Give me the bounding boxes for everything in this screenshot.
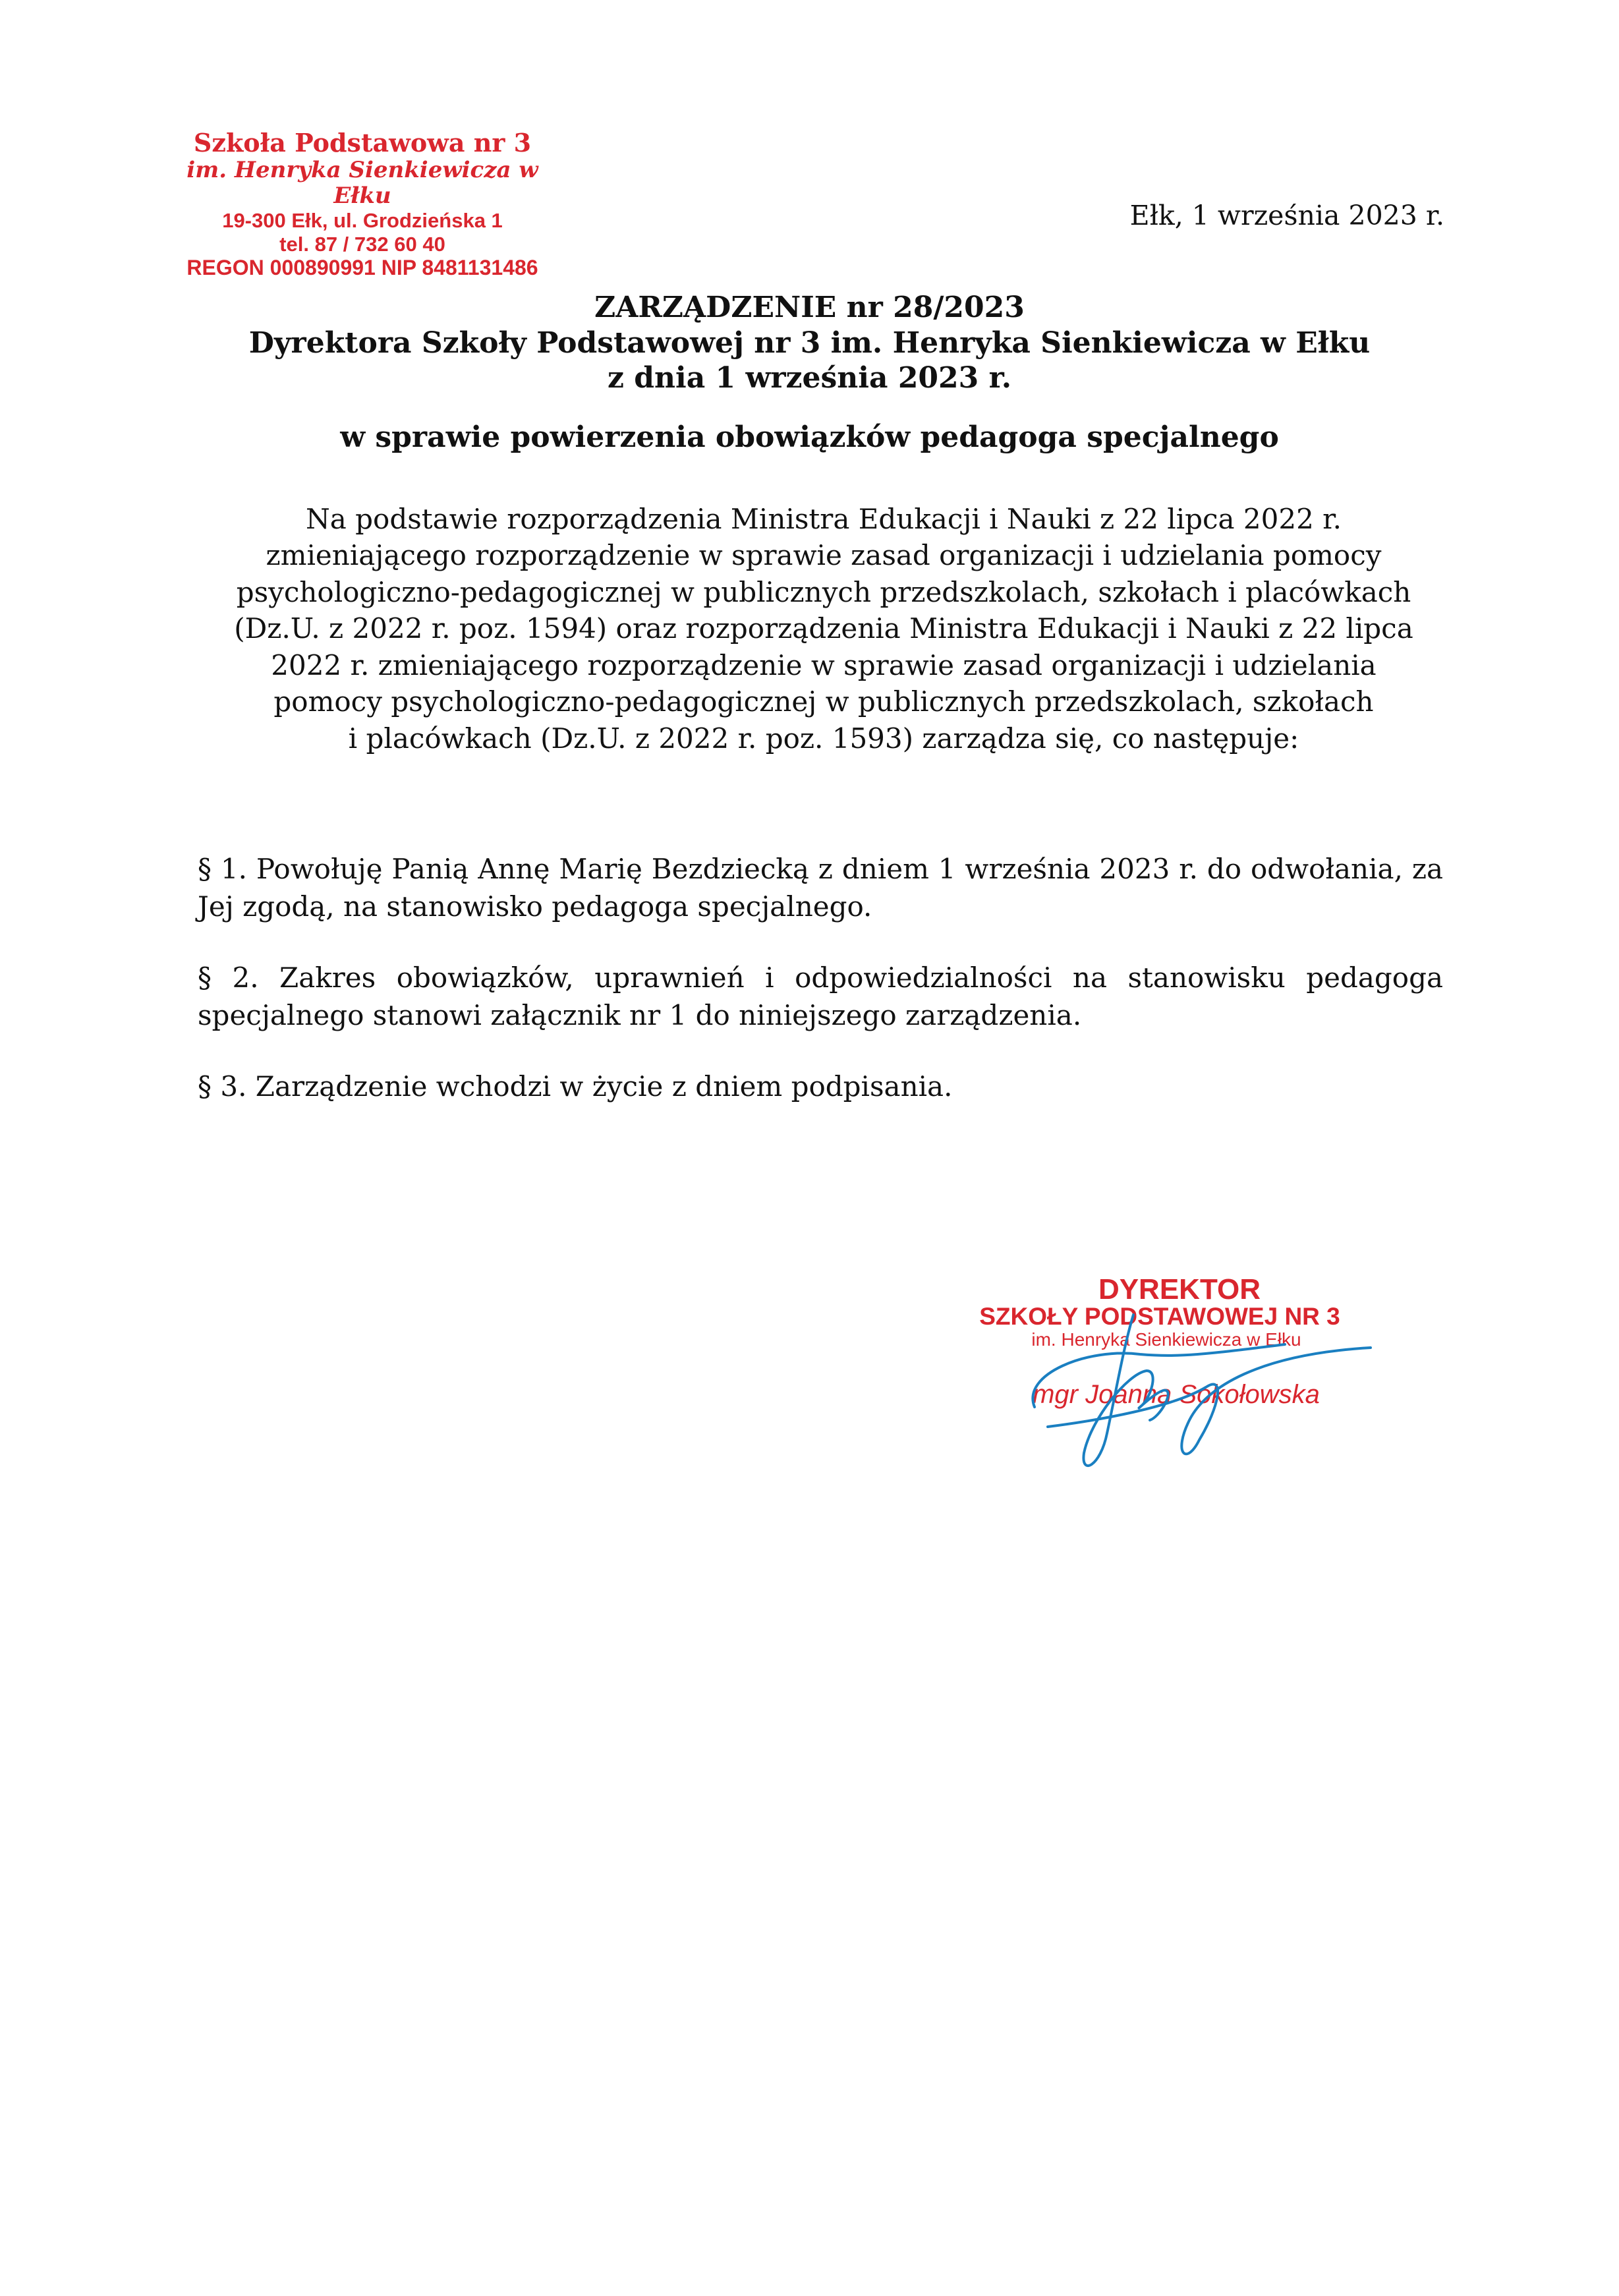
paragraph-3: § 3. Zarządzenie wchodzi w życie z dniem podpisania. xyxy=(198,1070,953,1103)
director-stamp-patron: im. Henryka Sienkiewicza w Ełku xyxy=(1031,1329,1301,1350)
director-stamp-name: mgr Joanna Sokołowska xyxy=(1033,1379,1320,1409)
document-title: ZARZĄDZENIE nr 28/2023 xyxy=(594,291,1025,324)
legal-basis xyxy=(185,501,1463,757)
paragraph-2: § 2. Zakres obowiązków, uprawnień i odpowiedzialności na stanowisku pedagoga specjalnego stanowi załącznik nr 1 do niniejszego zarządzenia. xyxy=(198,961,1443,1032)
director-stamp-school: SZKOŁY PODSTAWOWEJ NR 3 xyxy=(979,1303,1340,1330)
legal-basis-line: pomocy psychologiczno-pedagogicznej w publicznych przedszkolach, szkołach xyxy=(273,685,1374,718)
school-stamp xyxy=(158,129,567,280)
director-stamp-title: DYREKTOR xyxy=(1098,1273,1261,1306)
director-stamp xyxy=(979,1273,1377,1410)
school-stamp-phone: tel. 87 / 732 60 40 xyxy=(279,232,445,256)
legal-basis-line: zmieniającego rozporządzenie w sprawie zasad organizacji i udzielania pomocy xyxy=(266,539,1382,572)
legal-basis-line: i placówkach (Dz.U. z 2022 r. poz. 1593) zarządza się, co następuje: xyxy=(348,722,1299,755)
place-date: Ełk, 1 września 2023 r. xyxy=(1129,200,1444,231)
paragraph-1: § 1. Powołuję Panią Annę Marię Bezdziecką z dniem 1 września 2023 r. do odwołania, za Jej zgodą, na stanowisko pedagoga specjalnego. xyxy=(198,853,1443,923)
legal-basis-line: 2022 r. zmieniającego rozporządzenie w sprawie zasad organizacji i udzielania xyxy=(271,648,1377,681)
document-issuer: Dyrektora Szkoły Podstawowej nr 3 im. Henryka Sienkiewicza w Ełku xyxy=(248,326,1371,360)
document-date: z dnia 1 września 2023 r. xyxy=(607,361,1012,395)
document-header xyxy=(0,290,1619,396)
document-subject: w sprawie powierzenia obowiązków pedagoga specjalnego xyxy=(340,420,1279,454)
legal-basis-line: psychologiczno-pedagogicznej w publicznych przedszkolach, szkołach i placówkach xyxy=(236,575,1411,608)
legal-basis-line: (Dz.U. z 2022 r. poz. 1594) oraz rozporządzenia Ministra Edukacji i Nauki z 22 lipca xyxy=(234,612,1413,645)
school-stamp-patron: im. Henryka Sienkiewicza w Ełku xyxy=(186,156,538,209)
school-stamp-address: 19-300 Ełk, ul. Grodzieńska 1 xyxy=(222,208,503,232)
school-stamp-name: Szkoła Podstawowa nr 3 xyxy=(193,128,532,158)
legal-basis-line: Na podstawie rozporządzenia Ministra Edukacji i Nauki z 22 lipca 2022 r. xyxy=(306,503,1342,535)
school-stamp-ids: REGON 000890991 NIP 8481131486 xyxy=(186,256,538,280)
